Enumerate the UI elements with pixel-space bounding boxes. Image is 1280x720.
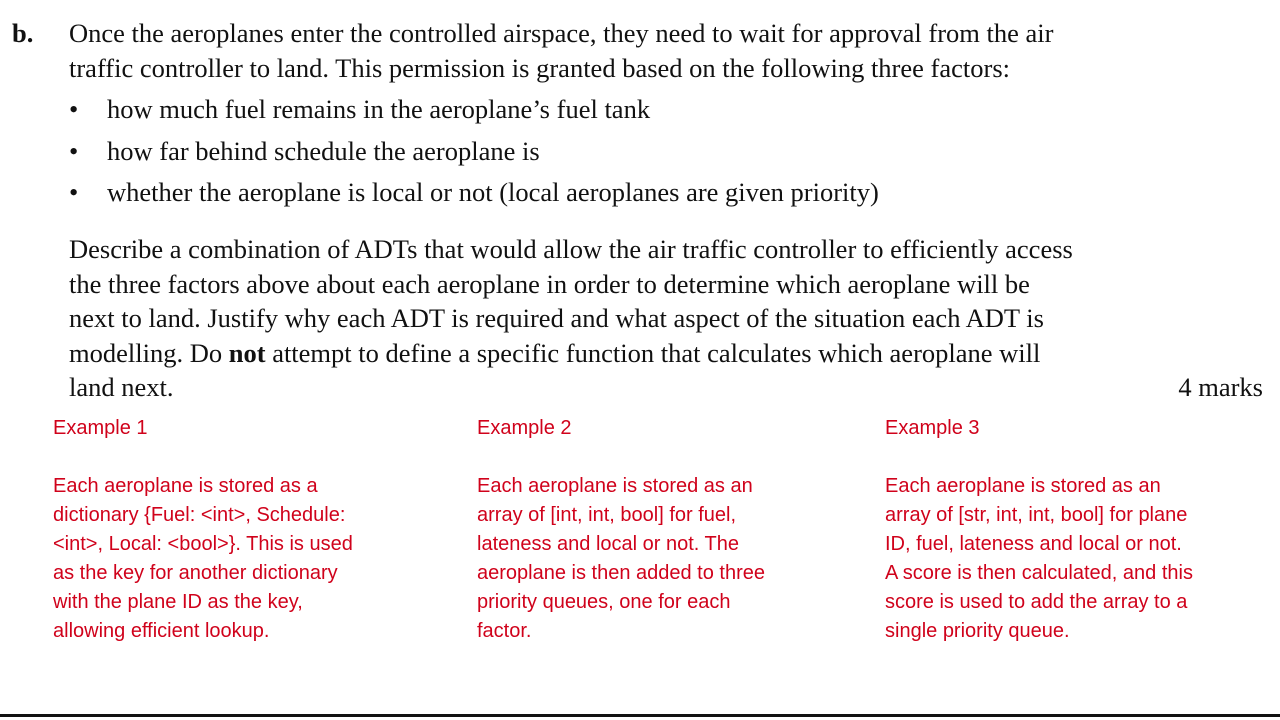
- example-line: Each aeroplane is stored as an: [477, 475, 753, 497]
- bullet-icon: •: [69, 135, 79, 166]
- task-text: attempt to define a specific function that calculates which aeroplane will: [265, 337, 1041, 368]
- task-line: Describe a combination of ADTs that would allow the air traffic controller to efficiently access: [69, 234, 1073, 264]
- task-line: [69, 336, 1189, 371]
- example-line: with the plane ID as the key,: [53, 591, 303, 613]
- example-line: Each aeroplane is stored as an: [885, 475, 1161, 497]
- example-line: allowing efficient lookup.: [53, 620, 270, 642]
- example-title: Example 1: [53, 417, 148, 439]
- question-task: [69, 232, 1189, 405]
- example-2: [477, 414, 765, 646]
- example-line: Each aeroplane is stored as a: [53, 475, 318, 497]
- intro-line: traffic controller to land. This permission is granted based on the following three factors:: [69, 52, 1010, 83]
- example-3: [885, 414, 1193, 646]
- bullet-icon: •: [69, 94, 79, 124]
- task-emphasis: not: [228, 337, 266, 368]
- example-title: Example 2: [477, 417, 572, 439]
- bottom-divider: [0, 714, 1280, 717]
- factor-text: how far behind schedule the aeroplane is: [107, 135, 540, 166]
- bullet-icon: •: [69, 177, 79, 207]
- example-line: score is used to add the array to a: [885, 591, 1188, 613]
- question-intro: [69, 16, 1189, 85]
- question-label: b.: [12, 18, 34, 48]
- example-line: dictionary {Fuel: <int>, Schedule:: [53, 504, 346, 526]
- task-line: next to land. Justify why each ADT is required and what aspect of the situation each ADT is: [69, 303, 1044, 333]
- task-text: modelling. Do: [69, 337, 229, 368]
- example-1: [53, 414, 353, 646]
- example-line: <int>, Local: <bool>}. This is used: [53, 533, 353, 555]
- example-line: lateness and local or not. The: [477, 533, 740, 555]
- intro-line: Once the aeroplanes enter the controlled airspace, they need to wait for approval from the air: [69, 18, 1054, 48]
- factor-item: [69, 175, 879, 217]
- factor-item: [69, 92, 879, 134]
- example-line: ID, fuel, lateness and local or not.: [885, 533, 1182, 555]
- example-line: array of [int, int, bool] for fuel,: [477, 504, 737, 526]
- factor-text: how much fuel remains in the aeroplane’s fuel tank: [107, 94, 651, 124]
- factor-item: [69, 134, 879, 176]
- marks-label: 4 marks: [1178, 372, 1263, 402]
- example-line: aeroplane is then added to three: [477, 562, 765, 584]
- factor-text: whether the aeroplane is local or not (local aeroplanes are given priority): [107, 177, 879, 207]
- example-line: factor.: [477, 620, 532, 642]
- task-line: land next.: [69, 372, 174, 402]
- example-line: array of [str, int, int, bool] for plane: [885, 504, 1188, 526]
- task-line: the three factors above about each aeroplane in order to determine which aeroplane will be: [69, 268, 1030, 299]
- example-line: A score is then calculated, and this: [885, 562, 1193, 584]
- example-line: priority queues, one for each: [477, 591, 731, 613]
- example-line: single priority queue.: [885, 620, 1070, 642]
- factor-list: [69, 92, 879, 217]
- example-title: Example 3: [885, 417, 980, 439]
- example-line: as the key for another dictionary: [53, 562, 338, 584]
